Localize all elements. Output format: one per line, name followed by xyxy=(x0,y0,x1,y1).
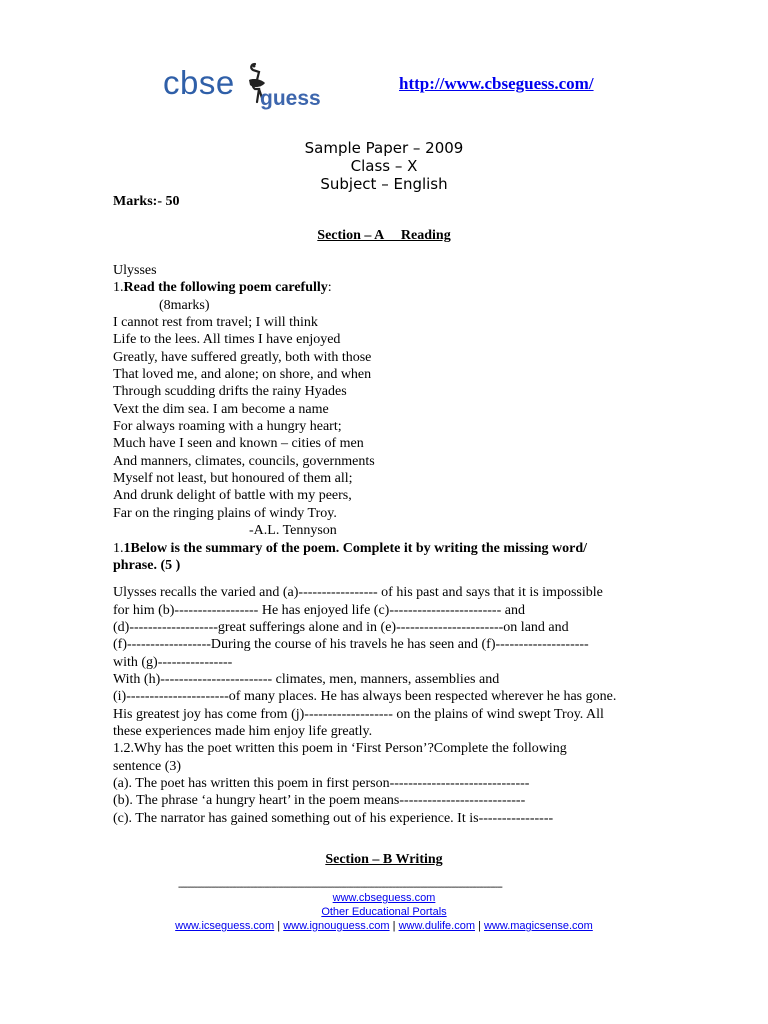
summary-line: (b). The phrase ‘a hungry heart’ in the poem means--------------------------- xyxy=(113,793,526,809)
question-body xyxy=(113,262,653,827)
link-separator: | xyxy=(274,920,284,932)
class-title: Class – X xyxy=(350,157,418,175)
link-separator: | xyxy=(475,920,484,932)
poem-line: Through scudding drifts the rainy Hyades xyxy=(113,384,347,400)
section-b-heading: Section – B Writing xyxy=(325,852,443,867)
summary-line: (i)----------------------of many places. He has always been respected wherever he has gone. xyxy=(113,689,617,705)
logo-guess-text: guess xyxy=(260,87,321,110)
poem-line: Greatly, have suffered greatly, both with those xyxy=(113,349,372,365)
question-1-1-text: 1Below is the summary of the poem. Complete it by writing the missing word/ xyxy=(123,540,588,556)
marks-label: Marks:- 50 xyxy=(113,194,180,209)
summary-lines xyxy=(113,584,653,827)
poem-name: Ulysses xyxy=(113,263,157,278)
poem-line: Vext the dim sea. I am become a name xyxy=(113,401,329,417)
footer-links xyxy=(0,920,768,932)
question-1-1-text-cont: phrase. (5 ) xyxy=(113,557,181,573)
footer-divider: ------------------------------------------------------------------------------------------------------------------------------------------- xyxy=(178,882,502,893)
footer-portal-link[interactable]: www.icseguess.com xyxy=(175,920,275,932)
summary-line: (f)------------------During the course of his travels he has seen and (f)-------------------- xyxy=(113,637,589,653)
footer-portal-link[interactable]: www.dulife.com xyxy=(398,920,475,932)
summary-line: for him (b)------------------ He has enjoyed life (c)------------------------ and xyxy=(113,602,525,618)
summary-line: sentence (3) xyxy=(113,758,182,774)
question-1-1 xyxy=(113,540,653,557)
poem-line: Far on the ringing plains of windy Troy. xyxy=(113,505,337,521)
summary-line: with (g)---------------- xyxy=(113,654,233,670)
question-1-text: Read the following poem carefully xyxy=(123,280,328,296)
section-a-heading: Section – A Reading xyxy=(317,228,451,243)
footer-portal-link[interactable]: www.ignouguess.com xyxy=(283,920,390,932)
poem-line: For always roaming with a hungry heart; xyxy=(113,419,342,435)
summary-line: (d)-------------------great sufferings alone and in (e)-----------------------on land and xyxy=(113,619,569,635)
question-1 xyxy=(113,279,653,296)
colon: : xyxy=(327,280,332,296)
poem-line: Much have I seen and known – cities of men xyxy=(113,436,364,452)
poem-author: -A.L. Tennyson xyxy=(249,523,337,539)
footer-site xyxy=(0,892,768,904)
poem-line: Life to the lees. All times I have enjoyed xyxy=(113,332,341,348)
question-1-marks: (8marks) xyxy=(159,297,210,313)
paper-title: Sample Paper – 2009 xyxy=(304,139,464,157)
summary-line: His greatest joy has come from (j)------------------- on the plains of wind swept Troy. All xyxy=(113,706,604,722)
footer-portals-text[interactable]: Other Educational Portals xyxy=(321,906,447,918)
poem-line: I cannot rest from travel; I will think xyxy=(113,315,318,331)
question-number: 1. xyxy=(113,540,124,556)
link-separator: | xyxy=(389,920,399,932)
poem-line: Myself not least, but honoured of them all; xyxy=(113,471,353,487)
footer-site-link[interactable]: www.cbseguess.com xyxy=(332,892,436,904)
summary-line: 1.2.Why has the poet written this poem in ‘First Person’?Complete the following xyxy=(113,741,567,757)
summary-line: With (h)------------------------ climates, men, manners, assemblies and xyxy=(113,671,500,687)
logo-cbse-text: cbse xyxy=(163,64,235,101)
poem-lines xyxy=(113,314,653,522)
poem-line: That loved me, and alone; on shore, and when xyxy=(113,367,372,383)
footer-portals-label xyxy=(0,906,768,918)
summary-line: (c). The narrator has gained something out of his experience. It is---------------- xyxy=(113,810,554,826)
subject-title: Subject – English xyxy=(320,175,448,193)
poem-line: And drunk delight of battle with my peers, xyxy=(113,488,352,504)
poem-line: And manners, climates, councils, governments xyxy=(113,453,375,469)
footer-portal-link[interactable]: www.magicsense.com xyxy=(483,920,593,932)
question-number: 1. xyxy=(113,280,124,296)
summary-line: Ulysses recalls the varied and (a)----------------- of his past and says that it is impossible xyxy=(113,585,603,601)
cbseguess-logo xyxy=(163,62,323,114)
summary-line: (a). The poet has written this poem in first person------------------------------ xyxy=(113,775,530,791)
summary-line: these experiences made him enjoy life greatly. xyxy=(113,723,373,739)
site-url-link[interactable]: http://www.cbseguess.com/ xyxy=(399,74,594,93)
